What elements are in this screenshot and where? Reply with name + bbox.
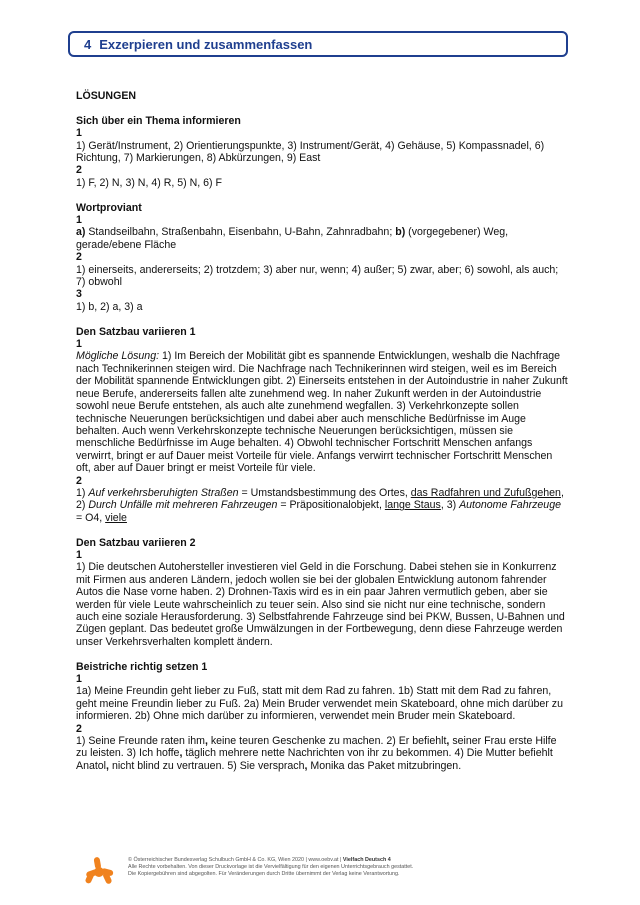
answer-text (76, 735, 568, 772)
answer-part: , 2) (76, 486, 564, 512)
exercise-number: 1 (76, 673, 82, 686)
part-label: b) (395, 226, 406, 239)
answer-part: (vorgegebener) Weg, gerade/ebene Fläche (76, 226, 509, 251)
exercise-number: 1 (76, 338, 82, 351)
section-heading-thema: Sich über ein Thema informieren (76, 114, 241, 127)
section-heading-beistriche: Beistriche richtig setzen 1 (76, 660, 208, 673)
answer-part-italic: Auf verkehrsberuhigten Straßen (88, 486, 239, 499)
chapter-title (84, 37, 312, 52)
section-heading-wortproviant: Wortproviant (76, 201, 142, 214)
answer-text: 1) Die deutschen Autohersteller investieren viel Geld in die Forschung. Dabei stehen sie in Konkurrenz mit Firmen aus anderen Ländern, jedoch wollen sie bei der globalen Entwicklung autonom fahrender Autos die Nase vorne haben. 2) Drohnen-Taxis wird es in ein paar Jahren vermutlich geben, aber sie werden für viele Leute wahrscheinlich zu teuer sein. Also sind sie nicht nur eine technische, sondern auch eine soziale Herausforderung. 3) Selbstfahrende Fahrzeuge sind bei PKW, Bussen, U-Bahnen und Zügen geplant. Das bedeutet große Umwälzungen in der Fortbewegung, denn diese Fahrzeuge werden unser Verkehrsverhalten komplett ändern. (76, 561, 565, 648)
answer-part: Standseilbahn, Straßenbahn, Eisenbahn, U-Bahn, Zahnradbahn; (85, 226, 396, 239)
answer-part: nicht blind zu vertrauen. 5) Sie versprach (111, 759, 305, 772)
comma-mark: , (179, 747, 186, 760)
copyright-line: Die Kopiergebühren sind abgegolten. Für Veränderungen durch Dritte übernimmt der Verlag keine Verantwortung. (128, 871, 400, 877)
solution-label: Mögliche Lösung: (76, 350, 160, 363)
answer-text: 1) F, 2) N, 3) N, 4) R, 5) N, 6) F (76, 176, 222, 189)
exercise-number: 2 (76, 164, 82, 177)
answer-part-italic: Autonome Fahrzeuge (459, 499, 561, 512)
answer-part: 1) (76, 486, 89, 499)
answer-part: keine teuren Geschenke zu machen. 2) Er befiehlt (210, 735, 447, 748)
answer-text: 1) einerseits, andererseits; 2) trotzdem; 3) aber nur, wenn; 4) außer; 5) zwar, aber; 6) sowohl, als auch; 7) obwohl (76, 263, 559, 289)
answer-part-underlined: lange Staus (384, 499, 441, 512)
comma-mark: , (204, 735, 211, 748)
exercise-number: 2 (76, 251, 82, 264)
answer-part-italic: Durch Unfälle mit mehreren Fahrzeugen (88, 499, 278, 512)
exercise-number: 3 (76, 288, 82, 301)
answer-part-underlined: das Radfahren und Zufußgehen (410, 486, 561, 499)
answer-part-underlined: viele (105, 511, 127, 524)
answer-text: 1) b, 2) a, 3) a (76, 300, 143, 313)
exercise-number: 1 (76, 548, 82, 561)
answer-part: täglich mehrere nette Nachrichten von ihr zu bekommen. 4) Die Mutter befiehlt Anatol (76, 747, 553, 772)
answer-part: = Umstandsbestimmung des Ortes, (238, 486, 411, 499)
section-heading-satzbau-2: Den Satzbau variieren 2 (76, 536, 196, 549)
chapter-header (68, 31, 568, 57)
answer-part: = O4, (76, 511, 106, 524)
solutions-content (76, 90, 568, 772)
answer-part: 1) Im Bereich der Mobilität gibt es spannende Entwicklungen, weshalb die Nachfrage nach Technikerinnen steigen wird. Die Nachfrage nach Technikerinnen wird steigen, weil es im Bereich der Mobilität spannende Entwicklungen gibt. 2) Einerseits entstehen in der Autoindustrie in naher Zukunft neue Berufe, andererseits fallen alte zunehmend weg. In naher Zukunft werden in der Autoindustrie sowohl neue Berufe entstehen, als auch alte zunehmend wegfallen. 3) Verkehrkonzepte sollen technische Neuerungen berücksichtigen und dabei aber auch menschliche Bedürfnisse im Auge behalten. Auch wenn Verkehrskonzepte technische Neuerungen berücksichtigen, müssen sie menschliche Bedürfnisse im Auge behalten. 4) Obwohl technischer Fortschritt Menschen anfangs verwirrt, bringt er auf Dauer meist Vorteile für viele. Anfangs verwirrt technischer Fortschritt Menschen oft, aber auf Dauer bringt er meist Vorteile für viele. (76, 350, 568, 475)
answer-part: , 3) (440, 499, 460, 512)
answer-text (76, 487, 568, 524)
exercise-number: 1 (76, 127, 82, 140)
part-label: a) (76, 226, 86, 239)
copyright-line: Alle Rechte vorbehalten. Von dieser Druckvorlage ist die Vervielfältigung für den eigenen Unterrichtsgebrauch gestattet. (128, 864, 414, 870)
answer-part: = Präpositionalobjekt, (277, 499, 385, 512)
page-footer (76, 855, 576, 889)
copyright-notice (128, 857, 413, 878)
answer-text (76, 350, 568, 474)
book-title: Vielfach Deutsch 4 (342, 857, 391, 863)
answer-part: Monika das Paket mitzubringen. (310, 759, 462, 772)
exercise-number: 2 (76, 722, 82, 735)
exercise-number: 2 (76, 474, 82, 487)
answer-text: 1a) Meine Freundin geht lieber zu Fuß, statt mit dem Rad zu fahren. 1b) Statt mit dem Rad zu fahren, geht meine Freundin lieber zu Fuß. 2a) Mein Bruder verwendet mein Skateboard, ohne mich darüber zu informieren. 2b) Ohne mich darüber zu informieren, verwendet mein Bruder mein Skateboard. (76, 685, 563, 723)
copyright-line: © Österreichischer Bundesverlag Schulbuch GmbH & Co. KG, Wien 2020 | www.oebv.at | (128, 857, 343, 863)
answer-part: seiner Frau erste Hilfe zu leisten. 3) Ich hoffe (76, 735, 557, 760)
comma-mark: , (106, 759, 112, 772)
answer-text (76, 226, 568, 251)
comma-mark: , (304, 759, 311, 772)
comma-mark: , (446, 735, 453, 748)
publisher-logo-icon (82, 855, 116, 889)
exercise-number: 1 (76, 214, 82, 227)
chapter-title-text: Exzerpieren und zusammenfassen (99, 36, 313, 52)
chapter-number: 4 (84, 36, 92, 52)
answer-text: 1) Gerät/Instrument, 2) Orientierungspunkte, 3) Instrument/Gerät, 4) Gehäuse, 5) Kompassnadel, 6) Richtung, 7) Markierungen, 8) Abkürzungen, 9) East (76, 139, 545, 165)
page-title: LÖSUNGEN (76, 90, 137, 102)
section-heading-satzbau-1: Den Satzbau variieren 1 (76, 325, 196, 338)
answer-part: 1) Seine Freunde raten ihm (76, 735, 205, 748)
